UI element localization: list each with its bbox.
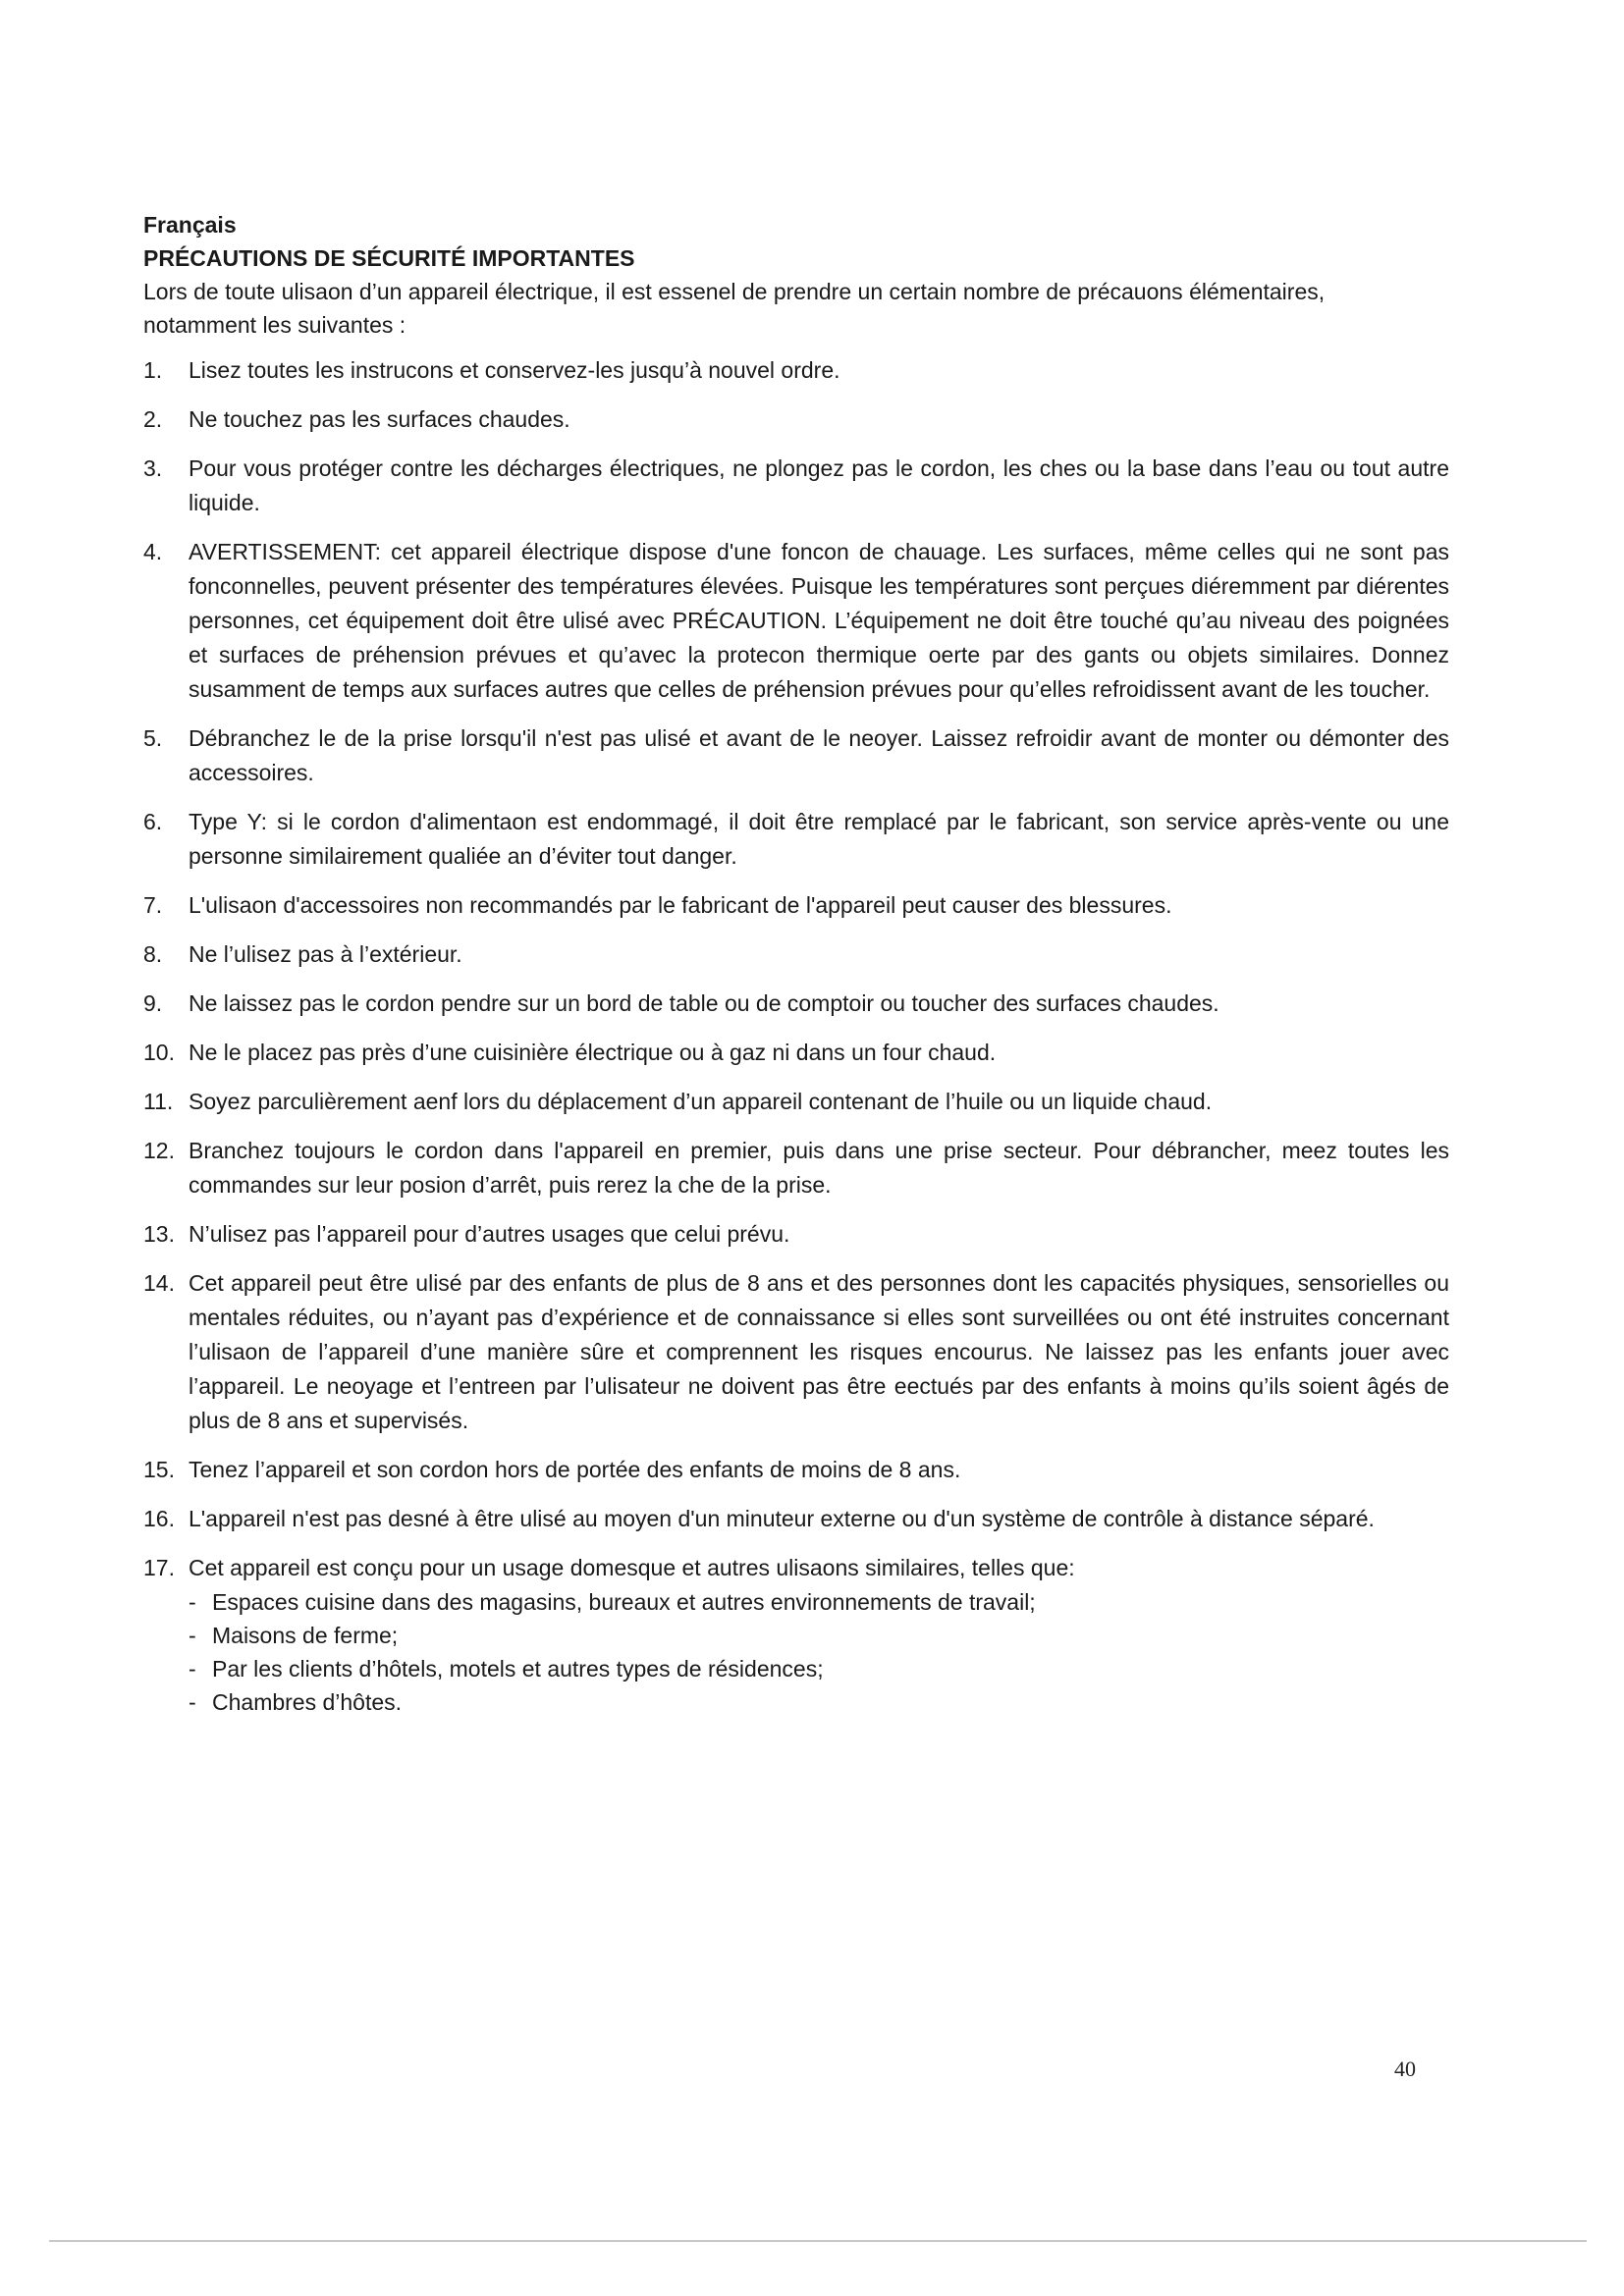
list-item bbox=[143, 987, 1449, 1021]
intro-paragraph: Lors de toute ulisaon d’un appareil électrique, il est essenel de prendre un certain nombre de précauons élémentaires, notamment les suivantes : bbox=[143, 279, 1326, 338]
item-text: Ne touchez pas les surfaces chaudes. bbox=[189, 406, 570, 432]
sublist-item bbox=[189, 1619, 1449, 1652]
item-text: Cet appareil est conçu pour un usage domesque et autres ulisaons similaires, telles que: bbox=[189, 1555, 1075, 1580]
sublist-text: Maisons de ferme; bbox=[212, 1623, 399, 1648]
list-item bbox=[143, 888, 1449, 923]
list-item bbox=[143, 535, 1449, 707]
item-text: Ne laissez pas le cordon pendre sur un bord de table ou de comptoir ou toucher des surfaces chaudes. bbox=[189, 990, 1219, 1016]
list-item bbox=[143, 1217, 1449, 1252]
item-number: 3. bbox=[143, 455, 163, 481]
list-item bbox=[143, 1134, 1449, 1202]
item-text: Tenez l’appareil et son cordon hors de portée des enfants de moins de 8 ans. bbox=[189, 1457, 961, 1482]
item-number: 8. bbox=[143, 941, 163, 967]
item-text: Cet appareil peut être ulisé par des enfants de plus de 8 ans et des personnes dont les capacités physiques, sensorielles ou mentales réduites, ou n’ayant pas d’expérience et de connaissance si elles sont surveillées ou ont été instruites concernant l’ulisaon de l’appareil d’une manière sûre et comprennent les risques encourus. Ne laissez pas les enfants jouer avec l’appareil. Le neoyage et l’entreen par l’ulisateur ne doivent pas être eectués par des enfants à moins qu’ils soient âgés de plus de 8 ans et supervisés. bbox=[189, 1270, 1449, 1433]
item-text: Soyez parculièrement aenf lors du déplacement d’un appareil contenant de l’huile ou un liquide chaud. bbox=[189, 1089, 1213, 1114]
dash-marker: - bbox=[189, 1689, 196, 1715]
sublist-text: Espaces cuisine dans des magasins, bureaux et autres environnements de travail; bbox=[212, 1589, 1036, 1615]
item-number: 4. bbox=[143, 539, 163, 564]
item-text: Type Y: si le cordon d'alimentaon est endommagé, il doit être remplacé par le fabricant, son service après-vente ou une personne similairement qualiée an d’éviter tout danger. bbox=[189, 809, 1449, 869]
list-item bbox=[143, 1551, 1449, 1719]
item-number: 5. bbox=[143, 725, 163, 751]
item-number: 11. bbox=[143, 1089, 174, 1114]
item-text: Ne l’ulisez pas à l’extérieur. bbox=[189, 941, 462, 967]
sublist-text: Par les clients d’hôtels, motels et autres types de résidences; bbox=[212, 1656, 824, 1682]
item-number: 6. bbox=[143, 809, 163, 834]
item-number: 14. bbox=[143, 1270, 175, 1296]
item-text: AVERTISSEMENT: cet appareil électrique dispose d'une foncon de chauage. Les surfaces, même celles qui ne sont pas fonconnelles, peuvent présenter des températures élevées. Puisque les températures sont perçues diéremment par diérentes personnes, cet équipement doit être ulisé avec PRÉCAUTION. L’équipement ne doit être touché qu’au niveau des poignées et surfaces de préhension prévues et qu’avec la protecon thermique oerte par des gants ou objets similaires. Donnez susamment de temps aux surfaces autres que celles de préhension prévues pour qu’elles refroidissent avant de les toucher. bbox=[189, 539, 1449, 702]
item-text: L'ulisaon d'accessoires non recommandés par le fabricant de l'appareil peut causer des blessures. bbox=[189, 892, 1172, 918]
item-text: Débranchez le de la prise lorsqu'il n'est pas ulisé et avant de le neoyer. Laissez refroidir avant de monter ou démonter des accessoires. bbox=[189, 725, 1449, 785]
usage-sublist bbox=[189, 1585, 1449, 1719]
list-item bbox=[143, 721, 1449, 790]
footer-divider bbox=[49, 2240, 1587, 2242]
sublist-item bbox=[189, 1685, 1449, 1719]
item-number: 15. bbox=[143, 1457, 175, 1482]
item-number: 17. bbox=[143, 1555, 175, 1580]
sublist-item bbox=[189, 1652, 1449, 1685]
list-item bbox=[143, 937, 1449, 972]
page-number: 40 bbox=[1394, 2056, 1416, 2081]
list-item bbox=[143, 402, 1449, 437]
safety-list bbox=[143, 353, 1449, 1719]
list-item bbox=[143, 1502, 1449, 1536]
item-text: Ne le placez pas près d’une cuisinière électrique ou à gaz ni dans un four chaud. bbox=[189, 1040, 997, 1065]
item-body bbox=[189, 1551, 1449, 1719]
item-text: Branchez toujours le cordon dans l'appareil en premier, puis dans une prise secteur. Pour débrancher, meez toutes les commandes sur leur posion d’arrêt, puis rerez la che de la prise. bbox=[189, 1138, 1449, 1198]
item-text: N’ulisez pas l’appareil pour d’autres usages que celui prévu. bbox=[189, 1221, 790, 1247]
list-item bbox=[143, 1266, 1449, 1438]
sublist-item bbox=[189, 1585, 1449, 1619]
item-text: Pour vous protéger contre les décharges électriques, ne plongez pas le cordon, les ches ou la base dans l’eau ou tout autre liquide. bbox=[189, 455, 1449, 515]
list-item bbox=[143, 1085, 1449, 1119]
list-item bbox=[143, 452, 1449, 520]
dash-marker: - bbox=[189, 1656, 196, 1682]
list-item bbox=[143, 353, 1449, 388]
item-number: 12. bbox=[143, 1138, 175, 1163]
item-number: 2. bbox=[143, 406, 163, 432]
item-number: 13. bbox=[143, 1221, 175, 1247]
sublist-text: Chambres d’hôtes. bbox=[212, 1689, 403, 1715]
dash-marker: - bbox=[189, 1623, 196, 1648]
item-text: L'appareil n'est pas desné à être ulisé au moyen d'un minuteur externe ou d'un système de contrôle à distance séparé. bbox=[189, 1506, 1375, 1531]
item-number: 1. bbox=[143, 357, 163, 383]
item-number: 10. bbox=[143, 1040, 175, 1065]
list-item bbox=[143, 1453, 1449, 1487]
section-title: PRÉCAUTIONS DE SÉCURITÉ IMPORTANTES bbox=[143, 245, 635, 271]
list-item bbox=[143, 805, 1449, 874]
item-number: 7. bbox=[143, 892, 163, 918]
dash-marker: - bbox=[189, 1589, 196, 1615]
language-heading: Français bbox=[143, 212, 237, 238]
item-text: Lisez toutes les instrucons et conservez-les jusqu’à nouvel ordre. bbox=[189, 357, 840, 383]
document-body bbox=[143, 208, 1449, 1734]
item-number: 9. bbox=[143, 990, 163, 1016]
list-item bbox=[143, 1036, 1449, 1070]
item-number: 16. bbox=[143, 1506, 175, 1531]
